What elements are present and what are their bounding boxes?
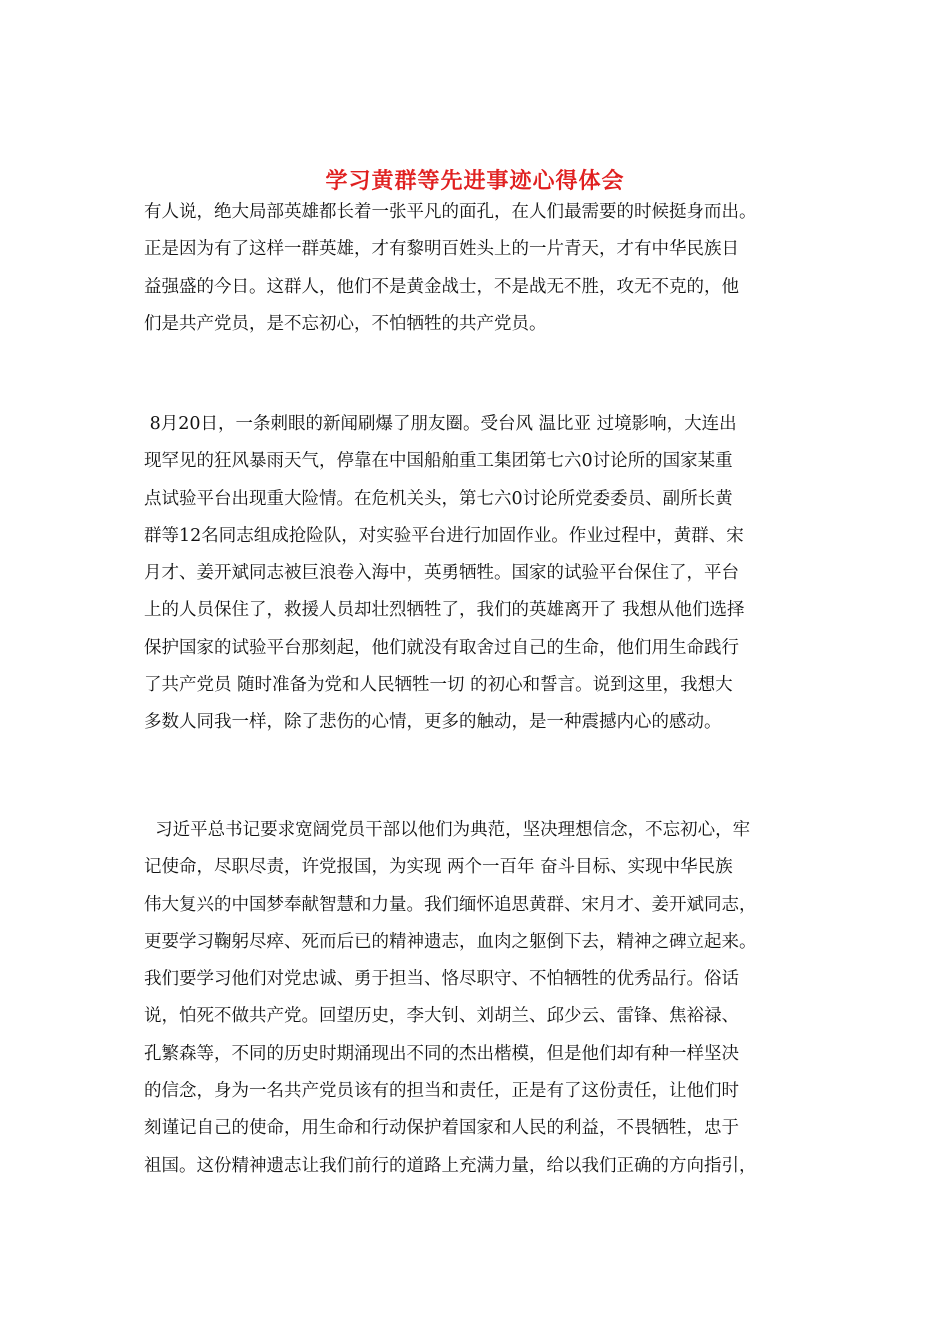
paragraph-line: 伟大复兴的中国梦奉献智慧和力量。我们缅怀追思黄群、宋月才、姜开斌同志， [144, 894, 757, 915]
paragraph-line: 月才、姜开斌同志被巨浪卷入海中，英勇牺牲。国家的试验平台保住了，平台 [144, 563, 739, 584]
paragraph-line: 的信念，身为一名共产党员该有的担当和责任，正是有了这份责任，让他们时 [144, 1081, 739, 1102]
document-title: 学习黄群等先进事迹心得体会 [325, 167, 625, 194]
paragraph-3 [144, 812, 809, 1185]
paragraph-line: 群等12名同志组成抢险队，对实验平台进行加固作业。作业过程中，黄群、宋 [144, 525, 744, 546]
paragraph-line: 有人说，绝大局部英雄都长着一张平凡的面孔，在人们最需要的时候挺身而出。 [144, 202, 757, 222]
paragraph-line: 我们要学习他们对党忠诚、勇于担当、恪尽职守、不怕牺牲的优秀品行。俗话 [144, 969, 739, 990]
paragraph-line: 了共产党员 随时准备为党和人民牺牲一切 的初心和誓言。说到这里，我想大 [144, 675, 733, 696]
paragraph-line: 上的人员保住了，救援人员却壮烈牺牲了，我们的英雄离开了 我想从他们选择 [144, 600, 745, 621]
paragraph-line: 8月20日，一条刺眼的新闻刷爆了朋友圈。受台风 温比亚 过境影响，大连出 [144, 414, 737, 434]
paragraph-line: 多数人同我一样，除了悲伤的心情，更多的触动，是一种震撼内心的感动。 [144, 712, 722, 733]
paragraph-line: 记使命，尽职尽责，许党报国，为实现 两个一百年 奋斗目标、实现中华民族 [144, 857, 733, 878]
paragraph-line: 习近平总书记要求宽阔党员干部以他们为典范，坚决理想信念，不忘初心，牢 [144, 820, 751, 840]
paragraph-line: 刻谨记自己的使命，用生命和行动保护着国家和人民的利益，不畏牺牲，忠于 [144, 1118, 739, 1139]
paragraph-line: 说，怕死不做共产党。回望历史，李大钊、刘胡兰、邱少云、雷锋、焦裕禄、 [144, 1006, 739, 1027]
paragraph-2 [144, 406, 809, 742]
paragraph-line: 孔繁森等，不同的历史时期涌现出不同的杰出楷模，但是他们却有种一样坚决 [144, 1043, 739, 1064]
paragraph-line: 保护国家的试验平台那刻起，他们就没有取舍过自己的生命，他们用生命践行 [144, 637, 739, 658]
paragraph-line: 更要学习鞠躬尽瘁、死而后已的精神遗志，血肉之躯倒下去，精神之碑立起来。 [144, 931, 757, 952]
paragraph-1 [144, 194, 809, 343]
paragraph-line: 正是因为有了这样一群英雄，才有黎明百姓头上的一片青天，才有中华民族日 [144, 239, 739, 260]
paragraph-line: 现罕见的狂风暴雨天气，停靠在中国船舶重工集团第七六0讨论所的国家某重 [144, 451, 733, 472]
paragraph-line: 点试验平台出现重大险情。在危机关头，第七六0讨论所党委委员、副所长黄 [144, 488, 733, 509]
paragraph-line: 益强盛的今日。这群人，他们不是黄金战士，不是战无不胜，攻无不克的，他 [144, 276, 739, 297]
paragraph-line: 祖国。这份精神遗志让我们前行的道路上充满力量，给以我们正确的方向指引， [144, 1155, 757, 1176]
paragraph-line: 们是共产党员，是不忘初心，不怕牺牲的共产党员。 [144, 313, 547, 334]
